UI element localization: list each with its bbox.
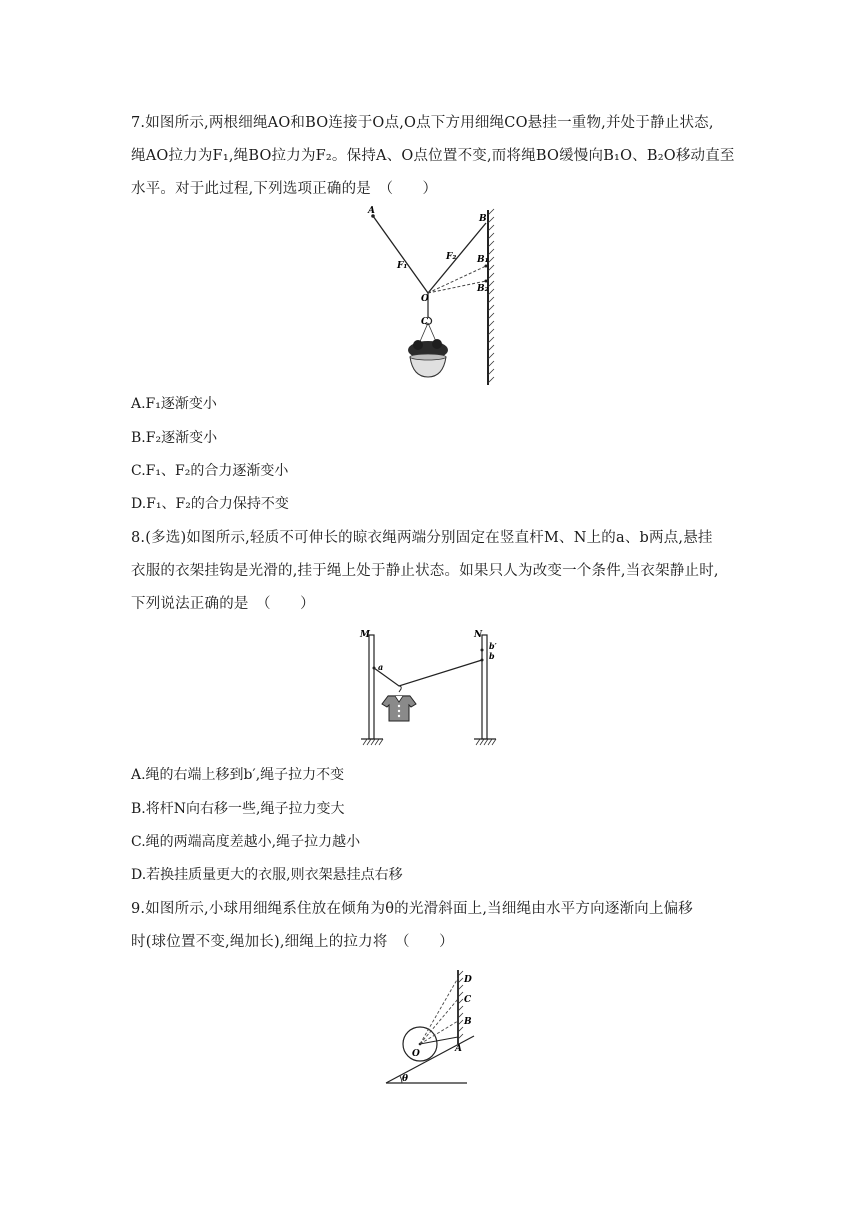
q8-figure [355, 627, 515, 749]
q8-line-1: 8.(多选)如图所示,轻质不可伸长的晾衣绳两端分别固定在竖直杆M、N上的a、b两点,悬挂 [131, 530, 713, 546]
q8-line-2: 衣服的衣架挂钩是光滑的,挂于绳上处于静止状态。如果只人为改变一个条件,当衣架静止时, [131, 563, 719, 579]
q8-label-b-prime: b′ [489, 641, 497, 651]
q8-option-d: D.若换挂质量更大的衣服,则衣架悬挂点右移 [131, 867, 403, 883]
q9-label-d: D [464, 975, 472, 985]
q7-option-d: D.F₁、F₂的合力保持不变 [131, 496, 289, 512]
q7-plant-leaf-1 [413, 340, 423, 350]
q8-hanger-hook [399, 686, 401, 692]
q7-figure [355, 205, 505, 390]
q8-point-b [481, 659, 484, 662]
q8-label-b: b [489, 651, 495, 661]
q7-label-c: C [421, 317, 429, 327]
q8-line-3: 下列说法正确的是 （ ） [131, 596, 315, 612]
q7-line-3: 水平。对于此过程,下列选项正确的是 （ ） [131, 181, 438, 197]
q9-label-b: B [464, 1017, 472, 1027]
q7-option-b: B.F₂逐渐变小 [131, 430, 218, 446]
q7-label-a: A [368, 206, 375, 216]
q8-option-c: C.绳的两端高度差越小,绳子拉力越小 [131, 834, 361, 850]
q8-label-n: N [474, 630, 483, 640]
q7-label-o: O [421, 294, 429, 304]
q7-label-b2: B₂ [477, 284, 489, 294]
q8-point-a [373, 667, 376, 670]
q8-shirt-buttons [398, 705, 400, 717]
q8-ground-hatch [363, 739, 496, 745]
q8-label-a: a [378, 662, 384, 672]
q7-label-f1: F₁ [397, 261, 408, 271]
q8-pole-m [369, 635, 374, 739]
q9-label-a: A [455, 1044, 462, 1054]
q8-option-a: A.绳的右端上移到b′,绳子拉力不变 [131, 767, 345, 783]
q7-point-b2 [485, 280, 488, 283]
q8-option-b: B.将杆N向右移一些,绳子拉力变大 [131, 801, 345, 817]
q9-label-o: O [412, 1049, 420, 1059]
q7-label-b1: B₁ [477, 255, 489, 265]
q7-label-f2: F₂ [446, 252, 457, 262]
q9-line-2: 时(球位置不变,绳加长),细绳上的拉力将 （ ） [131, 934, 454, 950]
q7-option-a: A.F₁逐渐变小 [131, 396, 217, 412]
q7-plant-leaf-2 [432, 339, 442, 349]
q9-label-theta: θ [402, 1074, 409, 1084]
q9-label-c: C [464, 995, 472, 1005]
q8-point-b-prime [481, 649, 484, 652]
q7-option-c: C.F₁、F₂的合力逐渐变小 [131, 463, 289, 479]
q7-line-2: 绳AO拉力为F₁,绳BO拉力为F₂。保持A、O点位置不变,而将绳BO缓慢向B₁O、B₂O移动直至 [131, 148, 735, 164]
q9-figure [382, 966, 477, 1090]
q7-pot-rim [410, 354, 446, 360]
q8-rope [374, 660, 482, 686]
q7-rope-ao [373, 216, 428, 293]
q7-label-b: B [479, 214, 487, 224]
q7-line-1: 7.如图所示,两根细绳AO和BO连接于O点,O点下方用细绳CO悬挂一重物,并处于静止状态, [131, 115, 714, 131]
q9-line-1: 9.如图所示,小球用细绳系住放在倾角为θ的光滑斜面上,当细绳由水平方向逐渐向上偏移 [131, 901, 693, 917]
q8-label-m: M [360, 630, 370, 640]
q9-rope-od [420, 978, 458, 1044]
